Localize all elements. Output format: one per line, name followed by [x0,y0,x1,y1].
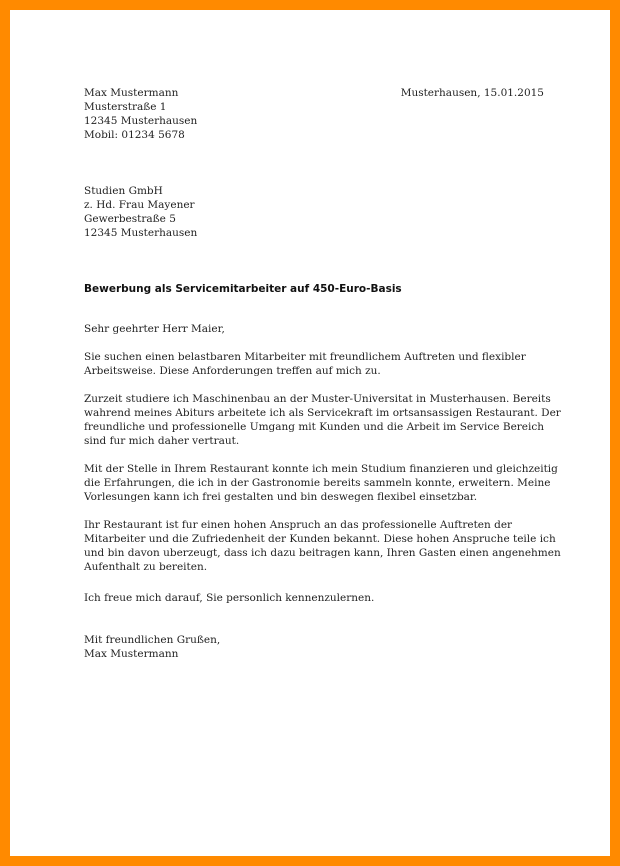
paragraph-line: die Erfahrungen, die ich in der Gastronomie bereits sammeln konnte, erweitern. Meine [84,477,551,489]
paragraph-line: Mitarbeiter und die Zufriedenheit der Kunden bekannt. Diese hohen Anspruche teile ich [84,533,556,545]
sender-phone: Mobil: 01234 5678 [84,129,185,141]
closing: Mit freundlichen Grußen, [84,634,221,646]
paragraph-line: Vorlesungen kann ich frei gestalten und bin deswegen flexibel einsetzbar. [84,491,478,503]
paragraph-line: Mit der Stelle in Ihrem Restaurant konnte ich mein Studium finanzieren und gleichzeitig [84,463,558,475]
salutation: Sehr geehrter Herr Maier, [84,323,225,335]
paragraph-line: freundliche und professionelle Umgang mit Kunden und die Arbeit im Service Bereich [84,421,545,433]
paragraph-4 [84,518,561,574]
paragraph-5 [84,591,544,605]
sender-name: Max Mustermann [84,87,179,99]
paragraph-line: Arbeitsweise. Diese Anforderungen treffen auf mich zu. [84,365,381,377]
sender-street: Musterstraße 1 [84,101,167,113]
paragraph-1 [84,350,544,378]
paragraph-3 [84,462,558,504]
recipient-city: 12345 Musterhausen [84,227,198,239]
signature: Max Mustermann [84,648,179,660]
paragraph-line: sind fur mich daher vertraut. [84,435,240,447]
paragraph-2 [84,392,561,448]
paragraph-line: Zurzeit studiere ich Maschinenbau an der Muster-Universitat in Musterhausen. Bereits [84,393,551,405]
paragraph-line: Sie suchen einen belastbaren Mitarbeiter mit freundlichem Auftreten und flexibler [84,351,526,363]
recipient-address [84,184,544,240]
closing-block [84,633,544,661]
paragraph-line: wahrend meines Abiturs arbeitete ich als Servicekraft im ortsansassigen Restaurant. Der [84,407,561,419]
recipient-street: Gewerbestraße 5 [84,213,176,225]
sender-city: 12345 Musterhausen [84,115,198,127]
letter-subject: Bewerbung als Servicemitarbeiter auf 450-Euro-Basis [84,283,402,295]
paragraph-line: Aufenthalt zu bereiten. [84,561,208,573]
recipient-company: Studien GmbH [84,185,163,197]
paragraph-line: Ihr Restaurant ist fur einen hohen Anspruch an das professionelle Auftreten der [84,519,513,531]
paragraph-line: und bin davon uberzeugt, dass ich dazu beitragen kann, Ihren Gasten einen angenehmen [84,547,561,559]
paragraph-line: Ich freue mich darauf, Sie personlich kennenzulernen. [84,592,375,604]
place-date: Musterhausen, 15.01.2015 [400,87,544,99]
recipient-attention: z. Hd. Frau Mayener [84,199,195,211]
